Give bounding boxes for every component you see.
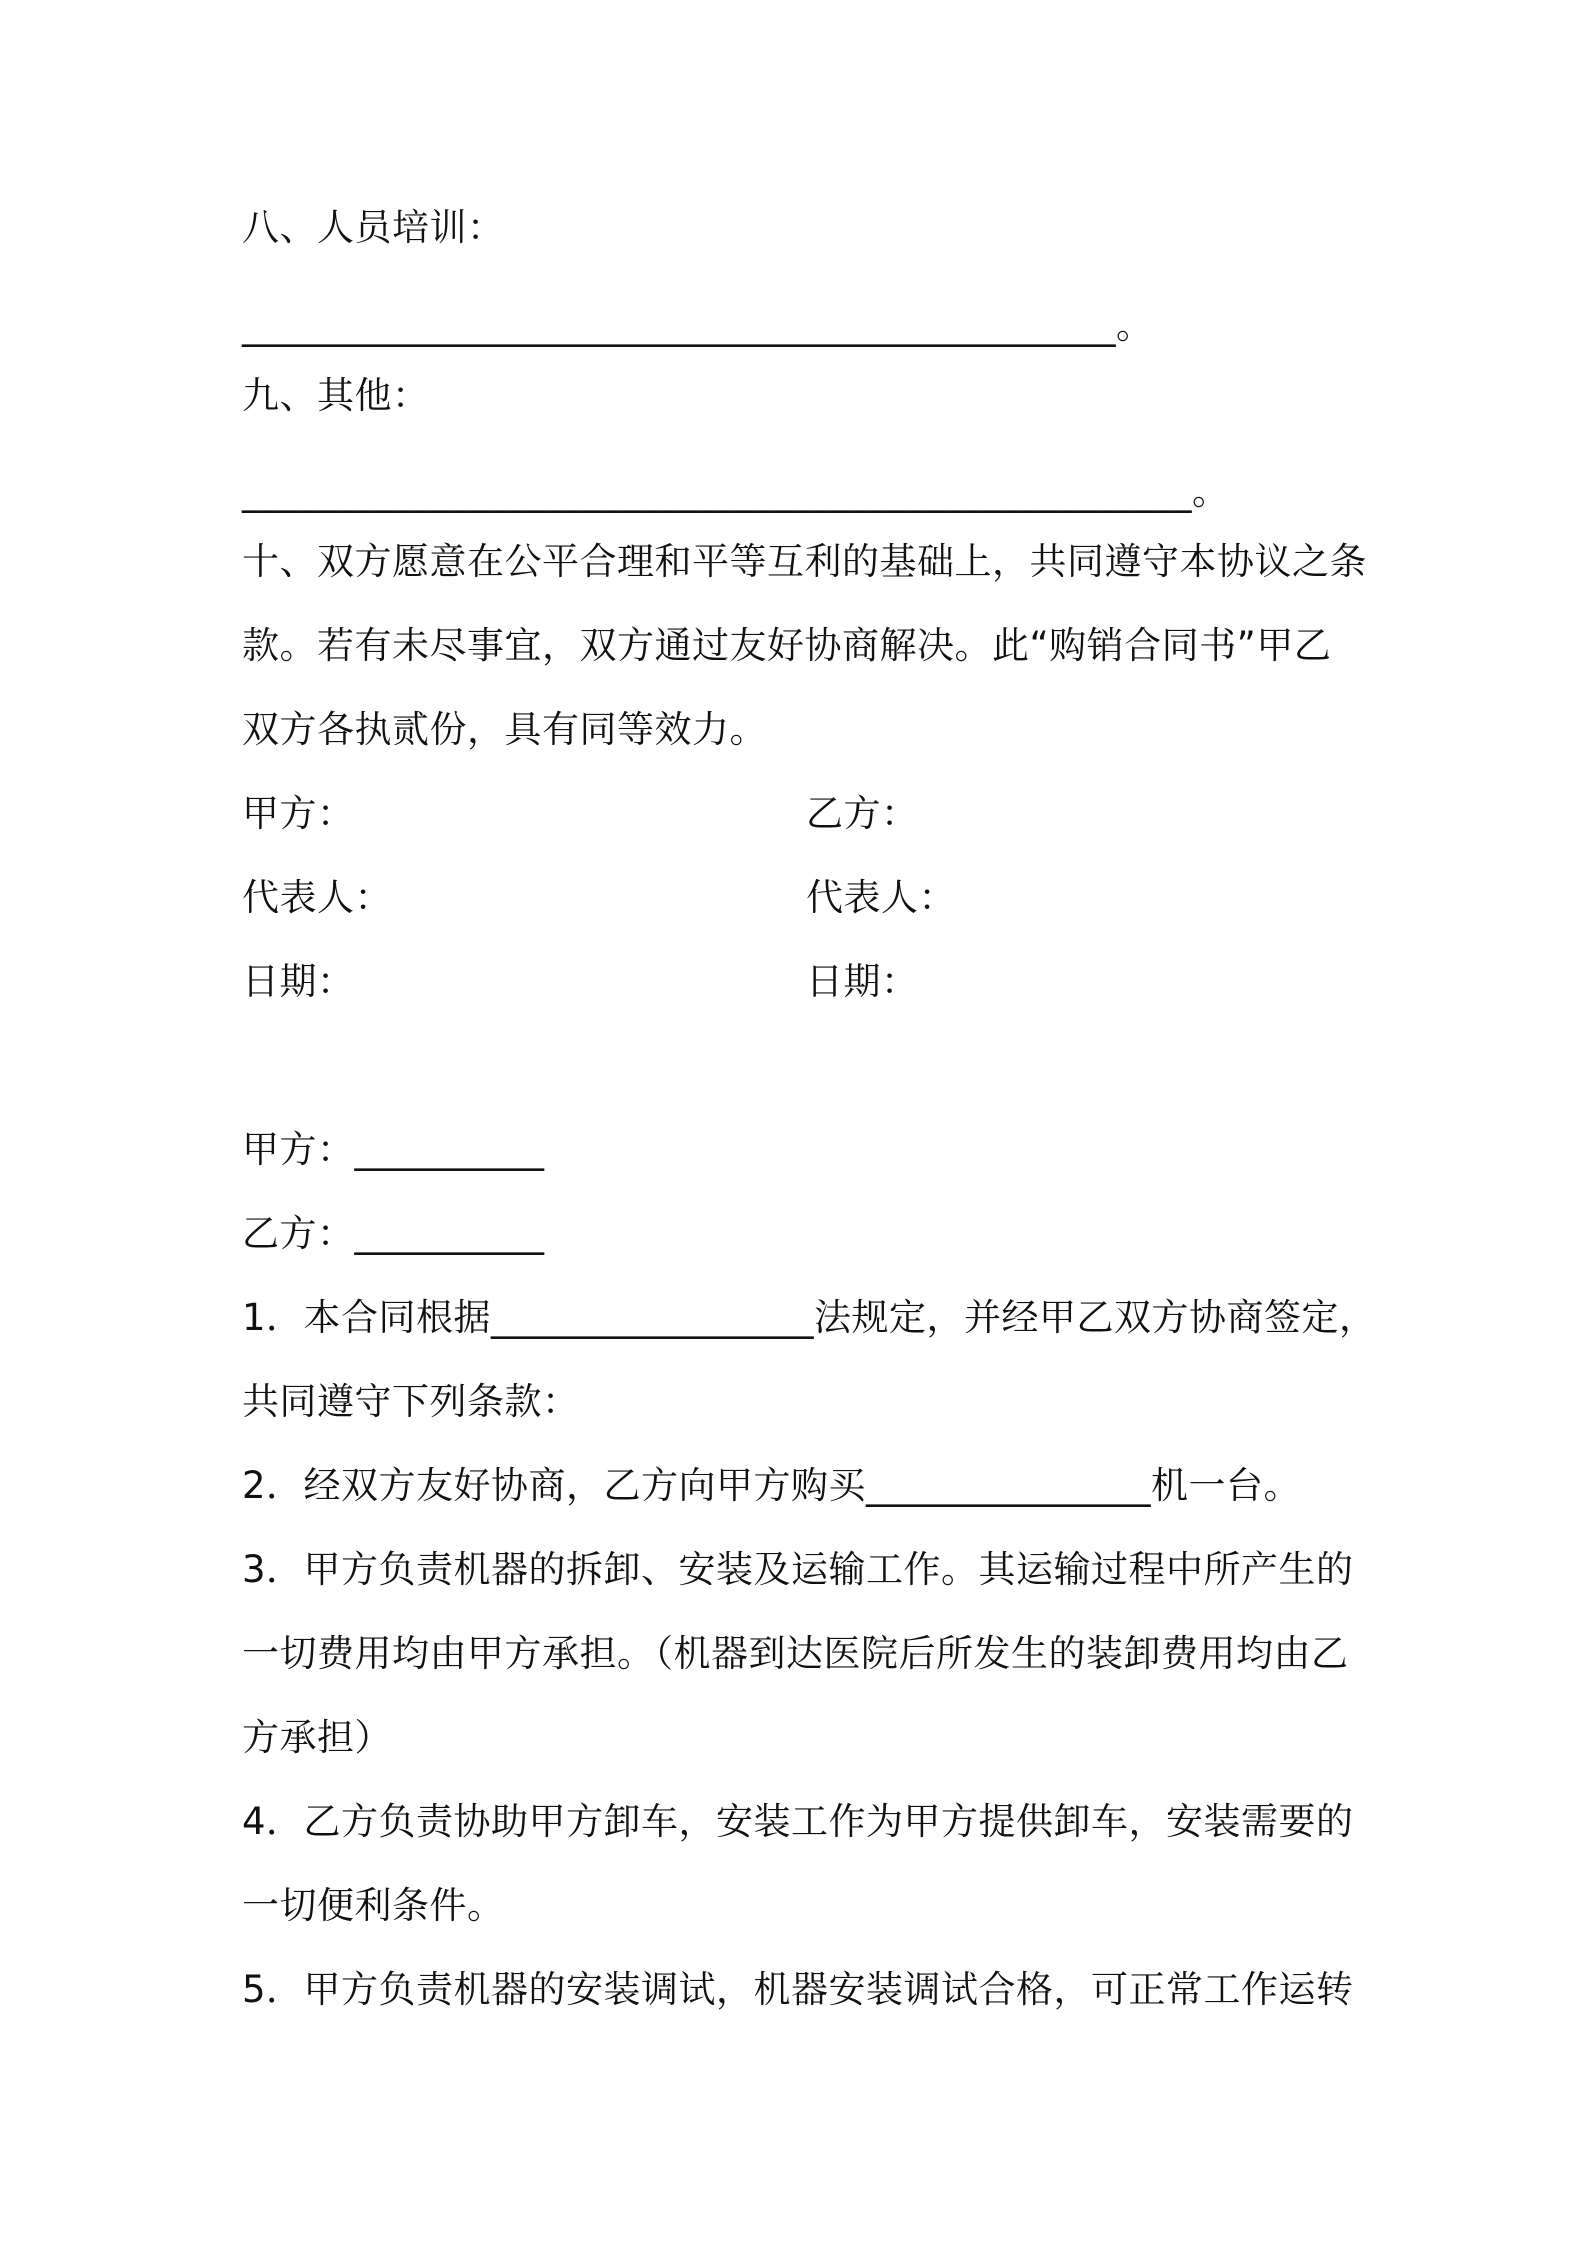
party-a-line: 甲方：__________ xyxy=(242,1128,545,1171)
section-8-heading: 八、人员培训： xyxy=(242,206,505,249)
clause-4-line-2: 一切便利条件。 xyxy=(242,1884,505,1927)
clause-4-line-1: 4．乙方负责协助甲方卸车，安装工作为甲方提供卸车，安装需要的 xyxy=(242,1800,1354,1843)
section-9-heading: 九、其他： xyxy=(242,374,430,417)
clause-5-line-1: 5．甲方负责机器的安装调试，机器安装调试合格，可正常工作运转 xyxy=(242,1968,1354,2011)
party-a-signature-label: 甲方： xyxy=(242,792,355,835)
section-10-line-1: 十、双方愿意在公平合理和平等互利的基础上，共同遵守本协议之条 xyxy=(242,540,1367,583)
party-a-representative-label: 代表人： xyxy=(242,876,392,919)
clause-2: 2．经双方友好协商，乙方向甲方购买_______________机一台。 xyxy=(242,1464,1302,1507)
clause-1-line-2: 共同遵守下列条款： xyxy=(242,1380,580,1423)
party-b-date-label: 日期： xyxy=(806,960,919,1003)
party-a-date-label: 日期： xyxy=(242,960,355,1003)
party-b-representative-label: 代表人： xyxy=(806,876,956,919)
clause-3-line-2: 一切费用均由甲方承担。（机器到达医院后所发生的装卸费用均由乙 xyxy=(242,1632,1349,1675)
party-b-signature-label: 乙方： xyxy=(806,792,919,835)
section-10-line-3: 双方各执贰份，具有同等效力。 xyxy=(242,708,767,751)
clause-3-line-1: 3．甲方负责机器的拆卸、安装及运输工作。其运输过程中所产生的 xyxy=(242,1548,1354,1591)
clause-3-line-3: 方承担） xyxy=(242,1716,392,1759)
section-10-line-2: 款。若有未尽事宜，双方通过友好协商解决。此“购销合同书”甲乙 xyxy=(242,624,1332,667)
section-8-blank: ______________________________________________。 xyxy=(242,304,1154,347)
party-b-line: 乙方：__________ xyxy=(242,1212,545,1255)
clause-1-line-1: 1．本合同根据_________________法规定，并经甲乙双方协商签定， xyxy=(242,1296,1377,1339)
section-9-blank: __________________________________________________。 xyxy=(242,470,1230,513)
